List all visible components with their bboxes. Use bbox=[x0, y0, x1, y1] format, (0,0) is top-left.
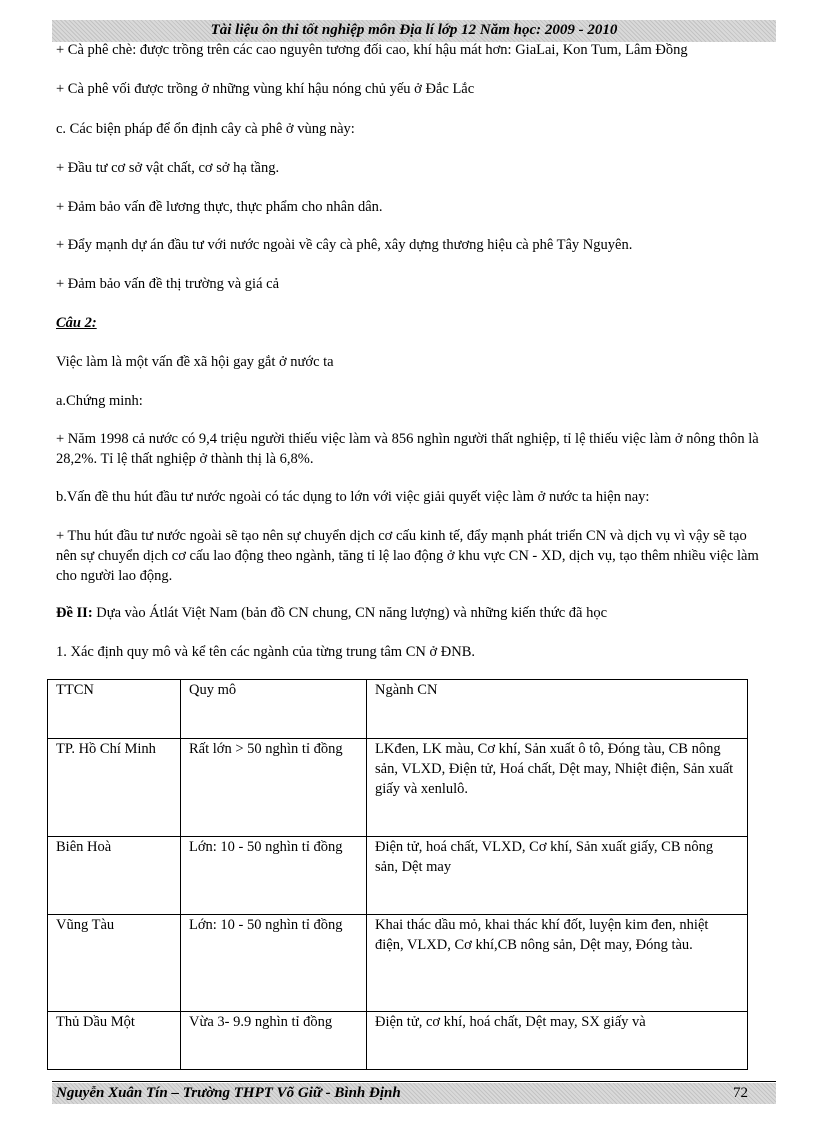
table-row bbox=[48, 915, 748, 1012]
measure-item: + Đẩy mạnh dự án đầu tư với nước ngoài về cây cà phê, xây dựng thương hiệu cà phê Tây Nguyên. bbox=[56, 237, 633, 253]
table-cell: Vũng Tàu bbox=[48, 915, 181, 1012]
measure-item: + Đảm bảo vấn đề lương thực, thực phẩm cho nhân dân. bbox=[56, 199, 383, 215]
coffee-robusta-line: + Cà phê vối được trồng ở những vùng khí hậu nóng chủ yếu ở Đắc Lắc bbox=[56, 81, 475, 97]
table-cell: Điện tử, hoá chất, VLXD, Cơ khí, Sản xuất giấy, CB nông sản, Dệt may bbox=[367, 837, 748, 915]
table-header-cell: Ngành CN bbox=[367, 680, 748, 739]
measure-item: + Đảm bảo vấn đề thị trường và giá cả bbox=[56, 276, 280, 292]
industrial-centers-table bbox=[47, 679, 748, 1070]
table-cell: Biên Hoà bbox=[48, 837, 181, 915]
table-header-row bbox=[48, 680, 748, 739]
table-cell: TP. Hồ Chí Minh bbox=[48, 739, 181, 837]
fdi-label: b.Vấn đề thu hút đầu tư nước ngoài có tác dụng to lớn với việc giải quyết việc làm ở nước ta hiện nay: bbox=[56, 489, 650, 505]
footer-author: Nguyễn Xuân Tín – Trường THPT Võ Giữ - Bình Định bbox=[56, 1085, 401, 1101]
coffee-arabica-line: + Cà phê chè: được trồng trên các cao nguyên tương đối cao, khí hậu mát hơn: GiaLai, Kon Tum, Lâm Đồng bbox=[56, 42, 688, 58]
fdi-text: + Thu hút đầu tư nước ngoài sẽ tạo nên sự chuyển dịch cơ cấu kinh tế, đẩy mạnh phát triển CN và dịch vụ vì vậy sẽ tạo nên sự chuyển dịch cơ cấu lao động theo ngành, tăng tỉ lệ lao động ở khu vực CN - XD, dịch vụ, tạo thêm nhiều việc làm cho người lao động. bbox=[56, 528, 759, 584]
exam-text: Dựa vào Átlát Việt Nam (bản đồ CN chung, CN năng lượng) và những kiến thức đã học bbox=[96, 605, 608, 621]
table-row bbox=[48, 1012, 748, 1070]
prove-text: + Năm 1998 cả nước có 9,4 triệu người thiếu việc làm và 856 nghìn người thất nghiệp, tỉ lệ thiếu việc làm ở nông thôn là 28,2%. Tỉ lệ thất nghiệp ở thành thị là 6,8%. bbox=[56, 431, 759, 467]
table-cell: Điện tử, cơ khí, hoá chất, Dệt may, SX giấy và bbox=[367, 1012, 748, 1070]
table-row bbox=[48, 837, 748, 915]
table-header-cell: TTCN bbox=[48, 680, 181, 739]
table-cell: Lớn: 10 - 50 nghìn tỉ đồng bbox=[181, 837, 367, 915]
header-title: Tài liệu ôn thi tốt nghiệp môn Địa lí lớp 12 Năm học: 2009 - 2010 bbox=[210, 22, 618, 38]
table-cell: Thủ Dầu Một bbox=[48, 1012, 181, 1070]
measure-item: + Đầu tư cơ sở vật chất, cơ sở hạ tầng. bbox=[56, 160, 280, 176]
table-header-cell: Quy mô bbox=[181, 680, 367, 739]
table-cell: Vừa 3- 9.9 nghìn tỉ đồng bbox=[181, 1012, 367, 1070]
page-footer bbox=[52, 1083, 776, 1104]
prove-label: a.Chứng minh: bbox=[56, 393, 143, 409]
page-header bbox=[52, 20, 776, 42]
page-number: 72 bbox=[733, 1085, 748, 1101]
table-cell: Khai thác dầu mỏ, khai thác khí đốt, luyện kim đen, nhiệt điện, VLXD, Cơ khí,CB nông sản, Dệt may, Đóng tàu. bbox=[367, 915, 748, 1012]
exam-line bbox=[56, 603, 607, 623]
table-cell: Lớn: 10 - 50 nghìn tỉ đồng bbox=[181, 915, 367, 1012]
footer-divider bbox=[52, 1081, 776, 1082]
task-text: 1. Xác định quy mô và kể tên các ngành của từng trung tâm CN ở ĐNB. bbox=[56, 644, 476, 660]
table-row bbox=[48, 739, 748, 837]
exam-label: Đề II: bbox=[56, 605, 93, 621]
table-cell: LKđen, LK màu, Cơ khí, Sản xuất ô tô, Đóng tàu, CB nông sản, VLXD, Điện tử, Hoá chất, Dệt may, Nhiệt điện, Sản xuất giấy và xenlulô. bbox=[367, 739, 748, 837]
jobs-intro: Việc làm là một vấn đề xã hội gay gắt ở nước ta bbox=[56, 354, 334, 370]
measures-heading: c. Các biện pháp để ổn định cây cà phê ở vùng này: bbox=[56, 121, 355, 137]
question-heading: Câu 2: bbox=[56, 315, 97, 331]
table-cell: Rất lớn > 50 nghìn tỉ đồng bbox=[181, 739, 367, 837]
